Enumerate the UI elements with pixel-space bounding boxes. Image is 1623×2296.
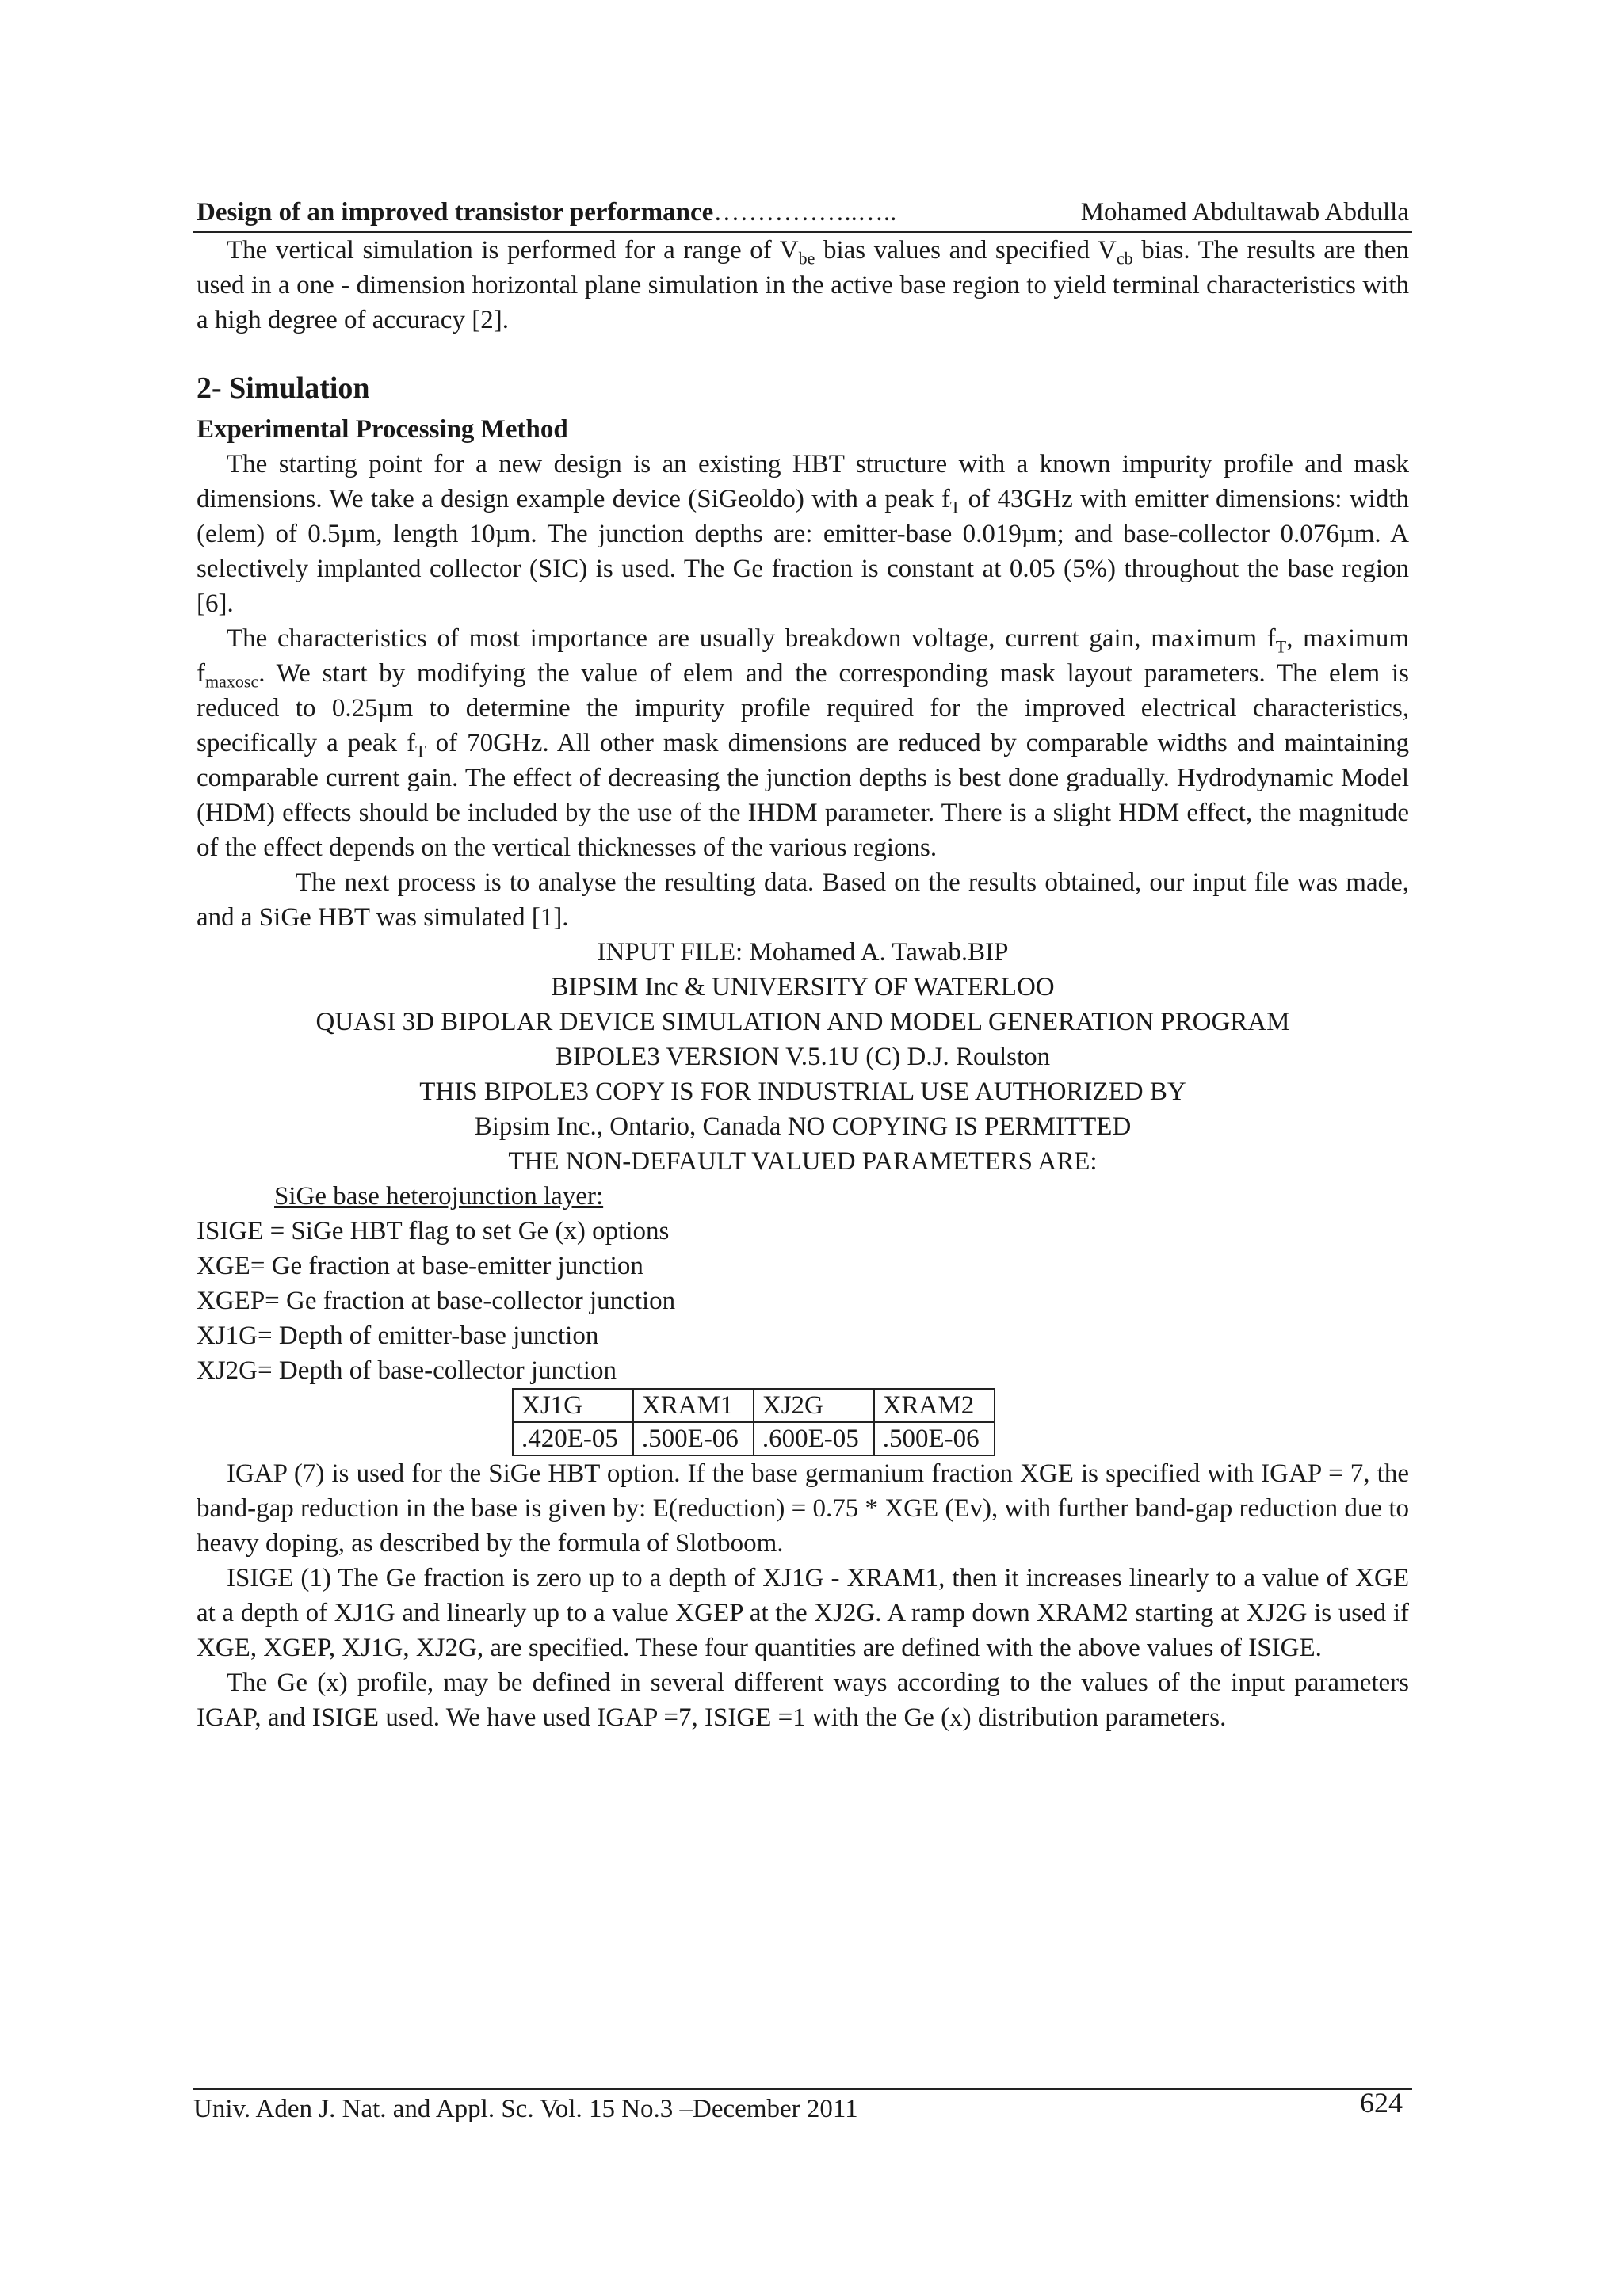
intro-sub-cb: cb bbox=[1116, 248, 1133, 269]
parameter-list bbox=[197, 1214, 1409, 1388]
input-line: INPUT FILE: Mohamed A. Tawab.BIP bbox=[597, 938, 1009, 967]
paragraph-3: The next process is to analyse the resulting data. Based on the results obtained, our input file was made, and a SiGe HBT was simulated [1]. bbox=[197, 868, 1409, 932]
header-dots: ……………..….. bbox=[713, 198, 897, 227]
param-line: ISIGE = SiGe HBT flag to set Ge (x) options bbox=[197, 1217, 670, 1245]
p1-text-b: of 43GHz with emitter dimensions: width (elem) of 0.5µm, length 10µm. The junction depths are: emitter-base 0.019µm; and base-collector 0.076µm. A selectively implanted collector (SIC) is used. The Ge fraction is constant at 0.05 (5%) throughout the base region [6]. bbox=[197, 485, 1409, 618]
paragraph-6: The Ge (x) profile, may be defined in several different ways according to the values of the input parameters IGAP, and ISIGE used. We have used IGAP =7, ISIGE =1 with the Ge (x) distribution parameters. bbox=[197, 1669, 1409, 1732]
ge-profile-table bbox=[512, 1388, 995, 1456]
intro-text-a: The vertical simulation is performed for a range of V bbox=[227, 236, 799, 265]
subsection-title: Experimental Processing Method bbox=[197, 415, 568, 444]
param-line: XGEP= Ge fraction at base-collector junction bbox=[197, 1287, 676, 1315]
param-line: XGE= Ge fraction at base-emitter junction bbox=[197, 1252, 643, 1280]
layer-heading: SiGe base heterojunction layer: bbox=[274, 1182, 604, 1211]
paragraph-4: IGAP (7) is used for the SiGe HBT option. If the base germanium fraction XGE is specified with IGAP = 7, the band-gap reduction in the base is given by: E(reduction) = 0.75 * XGE (Ev), with further band-gap reduction due to heavy doping, as described by the formula of Slotboom. bbox=[197, 1459, 1409, 1558]
input-line: BIPOLE3 VERSION V.5.1U (C) D.J. Roulston bbox=[555, 1043, 1051, 1071]
table-cell: .500E-06 bbox=[874, 1422, 995, 1455]
input-line: QUASI 3D BIPOLAR DEVICE SIMULATION AND MODEL GENERATION PROGRAM bbox=[315, 1008, 1290, 1036]
footer-journal: Univ. Aden J. Nat. and Appl. Sc. Vol. 15 No.3 –December 2011 bbox=[193, 2095, 858, 2123]
paragraph-1 bbox=[197, 447, 1409, 621]
input-line: BIPSIM Inc & UNIVERSITY OF WATERLOO bbox=[551, 973, 1055, 1001]
table-cell: .500E-06 bbox=[633, 1422, 754, 1455]
intro-sub-be: be bbox=[798, 248, 815, 269]
intro-paragraph bbox=[197, 233, 1409, 338]
paragraph-2 bbox=[197, 621, 1409, 865]
p2-sub-t2: T bbox=[415, 741, 426, 761]
paragraph-5: ISIGE (1) The Ge fraction is zero up to a depth of XJ1G - XRAM1, then it increases linearly to a value of XGE at a depth of XJ1G and linearly up to a value XGEP at the XJ2G. A ramp down XRAM2 starting at XJ2G is used if XGE, XGEP, XJ1G, XJ2G, are specified. These four quantities are defined with the above values of ISIGE. bbox=[197, 1564, 1409, 1662]
p2-text-a: The characteristics of most importance are usually breakdown voltage, current gain, maximum f bbox=[227, 624, 1276, 653]
table-header-cell: XJ2G bbox=[754, 1389, 874, 1422]
p2-text-d: of 70GHz. All other mask dimensions are reduced by comparable widths and maintaining comparable current gain. The effect of decreasing the junction depths is best done gradually. Hydrodynamic Model (HDM) effects should be included by the use of the IHDM parameter. There is a slight HDM effect, the magnitude of the effect depends on the vertical thicknesses of the various regions. bbox=[197, 729, 1409, 862]
page-number: 624 bbox=[1360, 2087, 1403, 2119]
p2-sub-maxosc: maxosc bbox=[205, 671, 259, 692]
p2-text-c: . We start by modifying the value of elem and the corresponding mask layout parameters. The elem is reduced to 0.25µm to determine the impurity profile required for the improved electrical characteristics, specifically a peak f bbox=[197, 659, 1409, 757]
input-line: THE NON-DEFAULT VALUED PARAMETERS ARE: bbox=[508, 1147, 1098, 1176]
running-header bbox=[193, 195, 1412, 233]
table-header-row bbox=[513, 1389, 995, 1422]
intro-text-c: bias. The results are then used in a one - dimension horizontal plane simulation in the active base region to yield terminal characteristics with a high degree of accuracy [2]. bbox=[197, 236, 1410, 334]
table-header-cell: XJ1G bbox=[513, 1389, 633, 1422]
header-title: Design of an improved transistor performance bbox=[197, 198, 714, 227]
table-row bbox=[513, 1422, 995, 1455]
param-line: XJ1G= Depth of emitter-base junction bbox=[197, 1322, 599, 1350]
input-line: THIS BIPOLE3 COPY IS FOR INDUSTRIAL USE AUTHORIZED BY bbox=[419, 1077, 1186, 1106]
table-cell: .600E-05 bbox=[754, 1422, 874, 1455]
intro-text-b: bias values and specified V bbox=[815, 236, 1117, 265]
p2-text-b: , maximum f bbox=[197, 624, 1409, 688]
param-line: XJ2G= Depth of base-collector junction bbox=[197, 1356, 617, 1385]
layer-heading-row bbox=[197, 1179, 1409, 1214]
header-author: Mohamed Abdultawab Abdulla bbox=[1080, 198, 1409, 227]
table-header-cell: XRAM1 bbox=[633, 1389, 754, 1422]
input-file-block bbox=[197, 935, 1409, 1179]
section-title: 2- Simulation bbox=[197, 372, 370, 405]
page-content bbox=[197, 195, 1409, 1735]
input-line: Bipsim Inc., Ontario, Canada NO COPYING IS PERMITTED bbox=[474, 1112, 1132, 1141]
table-header-cell: XRAM2 bbox=[874, 1389, 995, 1422]
running-footer bbox=[193, 2088, 1412, 2126]
p1-sub-t: T bbox=[949, 497, 961, 517]
table-cell: .420E-05 bbox=[513, 1422, 633, 1455]
p1-text-a: The starting point for a new design is an existing HBT structure with a known impurity profile and mask dimensions. We take a design example device (SiGeoldo) with a peak f bbox=[197, 450, 1409, 513]
p2-sub-t1: T bbox=[1275, 636, 1287, 657]
